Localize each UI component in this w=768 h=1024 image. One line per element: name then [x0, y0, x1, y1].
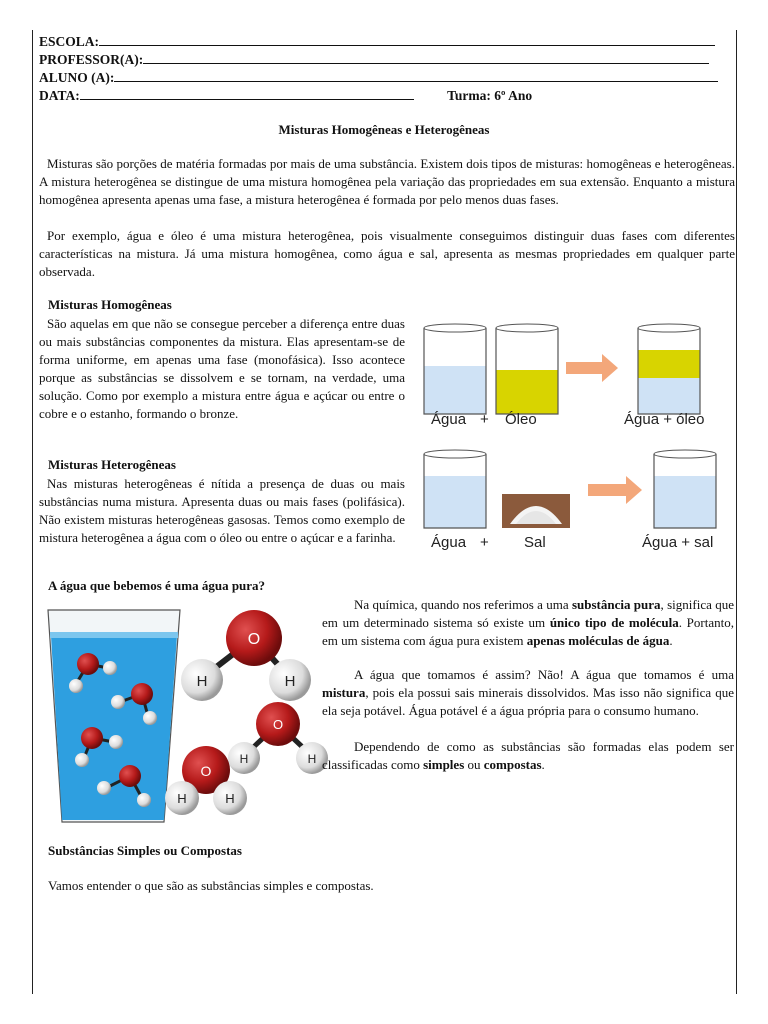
- page-border-right: [736, 30, 737, 994]
- hydrogen-label: H: [177, 791, 187, 806]
- label-oil: Óleo: [505, 411, 537, 428]
- water-glass: [48, 610, 180, 822]
- arrow-icon: [566, 354, 618, 382]
- intro-paragraph-1: Misturas são porções de matéria formadas por mais de uma substância. Existem dois tipos de misturas: homogêneas e heterogêneas. A mistura heterogênea se distingue de uma mistura homogênea pela variação das propriedades em sua extensão. Enquanto a mistura homogênea apresenta apenas uma fase, a mistura heterogênea é formada por pelo menos duas fases.: [39, 156, 735, 207]
- hydrogen-label: H: [225, 791, 235, 806]
- label-plus-2: +: [480, 534, 489, 551]
- oxygen-label: O: [272, 717, 284, 732]
- large-molecule-2: [228, 702, 328, 774]
- water-molecules-illustration: [40, 600, 330, 830]
- teacher-line[interactable]: [143, 50, 709, 64]
- label-salt: Sal: [524, 534, 546, 551]
- large-molecule-1: [181, 610, 311, 701]
- date-field: DATA: Turma: 6º Ano: [39, 88, 533, 103]
- label-water-1: Água: [431, 411, 467, 428]
- classification-paragraph: Dependendo de como as substâncias são formadas elas podem ser classificadas como simples ou compostas.: [322, 739, 734, 772]
- label-plus-1: +: [480, 411, 489, 428]
- label-water-salt: Água + sal: [642, 534, 714, 551]
- hydrogen-label: H: [239, 752, 249, 766]
- beaker-water-1: [424, 324, 486, 414]
- page-border-left: [32, 30, 33, 994]
- pure-substance-paragraph: Na química, quando nos referimos a uma substância pura, significa que em um determinado sistema só existe um único tipo de molécula. Portanto, em um sistema com água pura existem apenas moléculas de água.: [322, 597, 734, 648]
- date-line[interactable]: [80, 86, 414, 100]
- salt-photo: [502, 494, 570, 528]
- class-label: Turma: 6º Ano: [447, 88, 533, 103]
- beaker-water-oil: [638, 324, 700, 414]
- student-line[interactable]: [114, 68, 718, 82]
- label-water-2: Água: [431, 534, 467, 551]
- hydrogen-label: H: [307, 752, 317, 766]
- simple-compound-heading: Substâncias Simples ou Compostas: [48, 843, 242, 858]
- label-water-oil: Água + óleo: [624, 411, 705, 428]
- page-title: Misturas Homogêneas e Heterogêneas: [278, 122, 490, 137]
- oxygen-label: O: [247, 631, 261, 648]
- school-field: ESCOLA:: [39, 32, 715, 51]
- homogeneous-text: São aquelas em que não se consegue perceber a diferença entre duas ou mais substâncias componentes da mistura. Elas apresentam-se de forma uniforme, em apenas uma fase (monofásica). Isso acontece porque as substâncias se dissolvem e se tornam, na verdade, uma solução. Como por exemplo a mistura entre água e açúcar ou entre o cobre e o estanho, formando o bronze.: [39, 316, 405, 421]
- oxygen-label: O: [200, 763, 212, 779]
- heterogeneous-text: Nas misturas heterogêneas é nítida a presença de duas ou mais substâncias numa mistura. Apresenta duas ou mais fases (polifásica). Não existem misturas heterogêneas gasosas. Temos como exemplo de mistura heterogênea a água com o óleo ou entre o açúcar e a farinha.: [39, 476, 405, 545]
- school-line[interactable]: [99, 32, 715, 46]
- simple-compound-text: Vamos entender o que são as substâncias simples e compostas.: [48, 878, 374, 893]
- intro-paragraph-2: Por exemplo, água e óleo é uma mistura heterogênea, pois visualmente conseguimos distinguir duas fases com diferentes características na mistura. Já uma mistura homogênea, como água e sal, apresenta as mesmas propriedades em qualquer parte observada.: [39, 228, 735, 279]
- teacher-field: PROFESSOR(A):: [39, 50, 709, 69]
- beaker-water-salt: [654, 450, 716, 528]
- student-field: ALUNO (A):: [39, 68, 718, 87]
- heterogeneous-heading: Misturas Heterogêneas: [48, 457, 176, 472]
- hydrogen-label: H: [284, 673, 296, 690]
- hydrogen-label: H: [196, 673, 208, 690]
- homogeneous-heading: Misturas Homogêneas: [48, 297, 172, 312]
- mixture-water-paragraph: A água que tomamos é assim? Não! A água que tomamos é uma mistura, pois ela possui sais minerais dissolvidos. Mas isso não significa que ela seja potável. Água potável é a água própria para o consumo humano.: [322, 667, 734, 718]
- arrow-icon: [588, 476, 642, 504]
- mixtures-figure: [412, 318, 728, 558]
- beaker-water-2: [424, 450, 486, 528]
- water-heading: A água que bebemos é uma água pura?: [48, 578, 266, 593]
- beaker-oil: [496, 324, 558, 414]
